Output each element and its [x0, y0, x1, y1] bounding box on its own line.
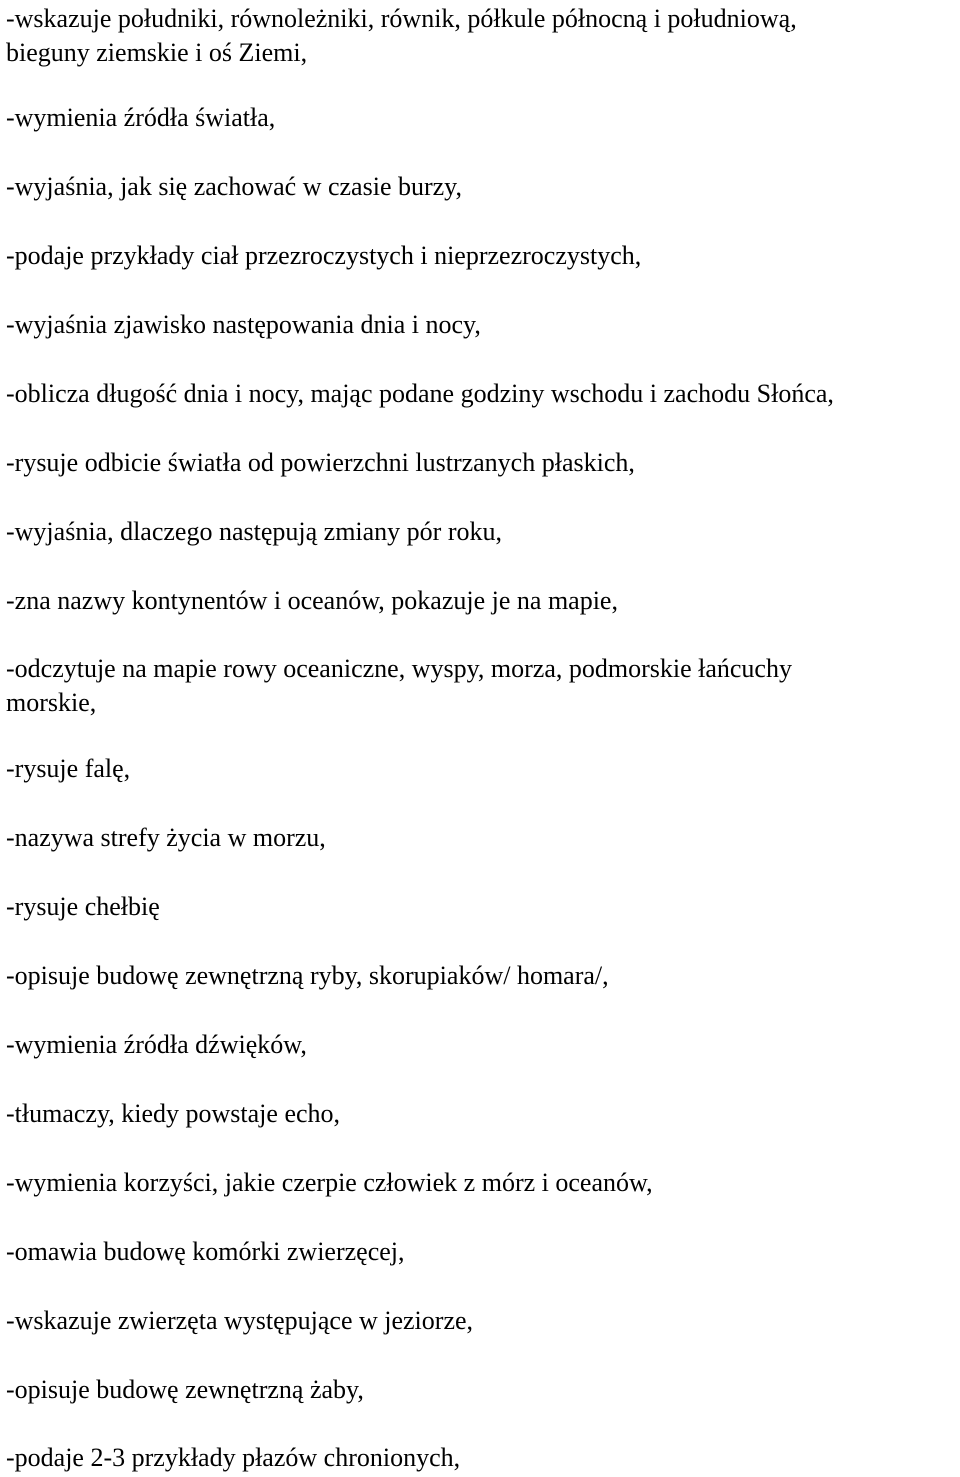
text-line: -wskazuje południki, równoleżniki, równik, półkule północną i południową,	[6, 4, 797, 33]
text-line: -wyjaśnia, dlaczego następują zmiany pór roku,	[6, 517, 502, 546]
text-line: -nazywa strefy życia w morzu,	[6, 823, 326, 852]
text-line: -omawia budowę komórki zwierzęcej,	[6, 1237, 405, 1266]
text-line: -wymienia źródła światła,	[6, 103, 276, 132]
text-line: -podaje 2-3 przykłady płazów chronionych,	[6, 1443, 461, 1472]
text-line: morskie,	[6, 688, 97, 717]
text-line: -wymienia korzyści, jakie czerpie człowiek z mórz i oceanów,	[6, 1168, 653, 1197]
text-line: -zna nazwy kontynentów i oceanów, pokazuje je na mapie,	[6, 586, 618, 615]
text-line: -wyjaśnia, jak się zachować w czasie burzy,	[6, 172, 462, 201]
text-line: -odczytuje na mapie rowy oceaniczne, wyspy, morza, podmorskie łańcuchy	[6, 654, 792, 683]
text-line: -rysuje chełbię	[6, 892, 160, 921]
text-line: -tłumaczy, kiedy powstaje echo,	[6, 1099, 341, 1128]
text-line: bieguny ziemskie i oś Ziemi,	[6, 38, 308, 67]
text-line: -rysuje falę,	[6, 754, 131, 783]
text-line: -podaje przykłady ciał przezroczystych i nieprzezroczystych,	[6, 241, 642, 270]
text-line: -wskazuje zwierzęta występujące w jeziorze,	[6, 1306, 474, 1335]
text-line: -wymienia źródła dźwięków,	[6, 1030, 307, 1059]
text-line: -oblicza długość dnia i nocy, mając podane godziny wschodu i zachodu Słońca,	[6, 379, 834, 408]
text-line: -wyjaśnia zjawisko następowania dnia i nocy,	[6, 310, 481, 339]
text-line: -opisuje budowę zewnętrzną żaby,	[6, 1375, 364, 1404]
text-line: -opisuje budowę zewnętrzną ryby, skorupiaków/ homara/,	[6, 961, 609, 990]
text-line: -rysuje odbicie światła od powierzchni lustrzanych płaskich,	[6, 448, 635, 477]
